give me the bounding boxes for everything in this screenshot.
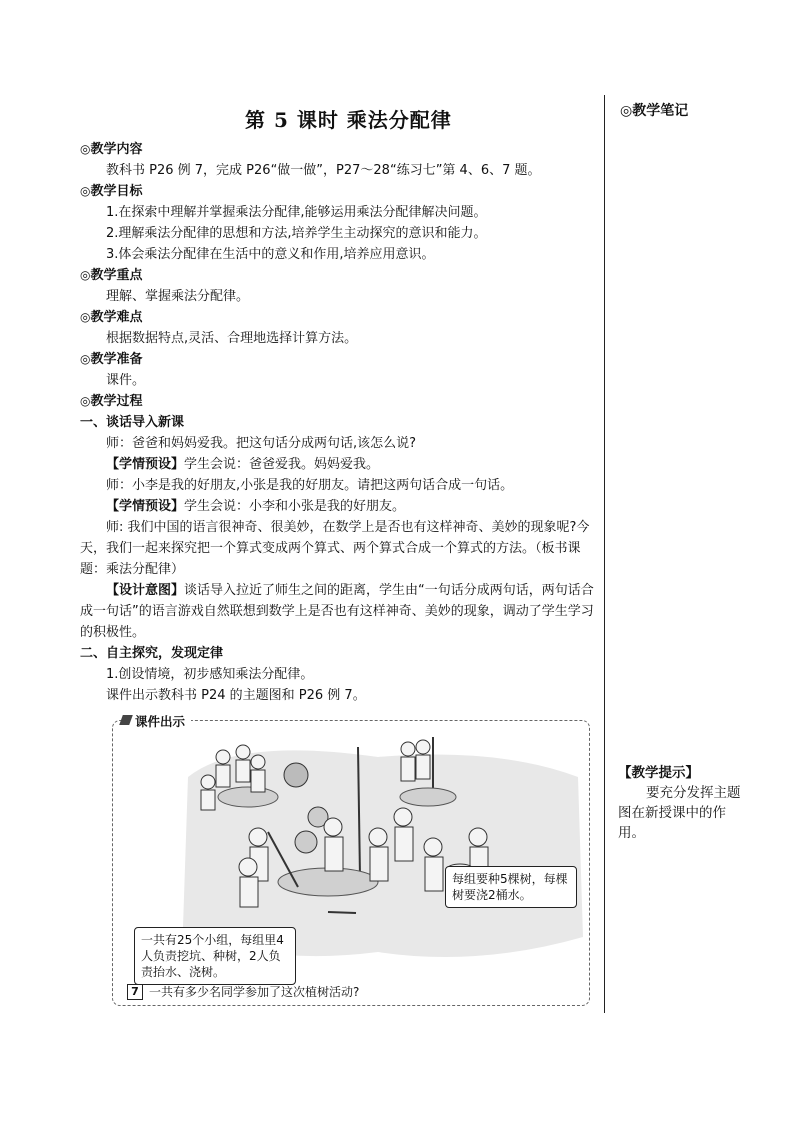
key-body: 理解、掌握乘法分配律。 — [106, 289, 250, 304]
paragraph: 师：爸爸和妈妈爱我。把这句话分成两句话,该怎么说? — [106, 436, 417, 451]
paragraph: 师: 我们中国的语言很神奇、很美妙，在数学上是否也有这样神奇、美妙的现象呢?今天，我们一起来探究把一个算式变成两个算式、两个算式合成一个算式的方法。（板书课题：乘法分配律） — [80, 520, 590, 577]
prep-body: 课件。 — [106, 373, 146, 388]
section-marker-icon: ◎ — [80, 142, 91, 156]
illustration-tag: 课件出示 — [121, 712, 191, 730]
content-body: 教科书 P26 例 7，完成 P26“做一做”，P27～28“练习七”第 4、6、7 题。 — [106, 163, 541, 178]
example-question-text: 一共有多少名同学参加了这次植树活动? — [149, 985, 360, 999]
notes-label: ◎教学笔记 — [620, 103, 689, 119]
section-heading-process: ◎教学过程 — [80, 394, 143, 409]
paragraph: 1.创设情境，初步感知乘法分配律。 — [106, 667, 314, 682]
part2-title: 二、自主探究，发现定律 — [80, 646, 224, 661]
column-divider — [604, 95, 605, 1013]
paragraph: 【设计意图】谈话导入拉近了师生之间的距离，学生由“一句话分成两句话，两句话合成一句话”的语言游戏自然联想到数学上是否也有这样神奇、美妙的现象，调动了学生学习的积极性。 — [80, 583, 594, 640]
page-title: 第 5 课时 乘法分配律 — [245, 108, 452, 132]
example-number-badge: 7 — [127, 984, 143, 1000]
section-marker-icon: ◎ — [80, 394, 91, 408]
part1-title: 一、谈话导入新课 — [80, 415, 185, 430]
goal-item: 1.在探索中理解并掌握乘法分配律,能够运用乘法分配律解决问题。 — [106, 205, 487, 220]
tip-heading: 【教学提示】 — [618, 765, 699, 781]
section-heading-difficulty: ◎教学难点 — [80, 310, 143, 325]
speech-bubble-trees: 每组要种5棵树，每棵树要浇2桶水。 — [445, 866, 577, 908]
section-heading-prep: ◎教学准备 — [80, 352, 143, 367]
section-marker-icon: ◎ — [80, 268, 91, 282]
example-question — [127, 983, 359, 1000]
section-marker-icon: ◎ — [80, 310, 91, 324]
tip-body: 要充分发挥主题图在新授课中的作用。 — [618, 785, 741, 841]
section-heading-key: ◎教学重点 — [80, 268, 143, 283]
paragraph: 师：小李是我的好朋友,小张是我的好朋友。请把这两句话合成一句话。 — [106, 478, 514, 493]
section-heading-goals: ◎教学目标 — [80, 184, 143, 199]
speech-bubble-groups: 一共有25个小组，每组里4人负责挖坑、种树，2人负责抬水、浇树。 — [134, 927, 296, 985]
goal-item: 2.理解乘法分配律的思想和方法,培养学生主动探究的意识和能力。 — [106, 226, 487, 241]
paragraph: 【学情预设】学生会说：爸爸爱我。妈妈爱我。 — [106, 457, 380, 472]
difficulty-body: 根据数据特点,灵活、合理地选择计算方法。 — [106, 331, 358, 346]
paragraph: 课件出示教科书 P24 的主题图和 P26 例 7。 — [106, 688, 366, 703]
teaching-tip — [618, 763, 743, 843]
section-marker-icon: ◎ — [80, 184, 91, 198]
section-marker-icon: ◎ — [80, 352, 91, 366]
paragraph: 【学情预设】学生会说：小李和小张是我的好朋友。 — [106, 499, 406, 514]
goal-item: 3.体会乘法分配律在生活中的意义和作用,培养应用意识。 — [106, 247, 435, 262]
main-content — [80, 139, 602, 706]
section-heading-content: ◎教学内容 — [80, 142, 143, 157]
